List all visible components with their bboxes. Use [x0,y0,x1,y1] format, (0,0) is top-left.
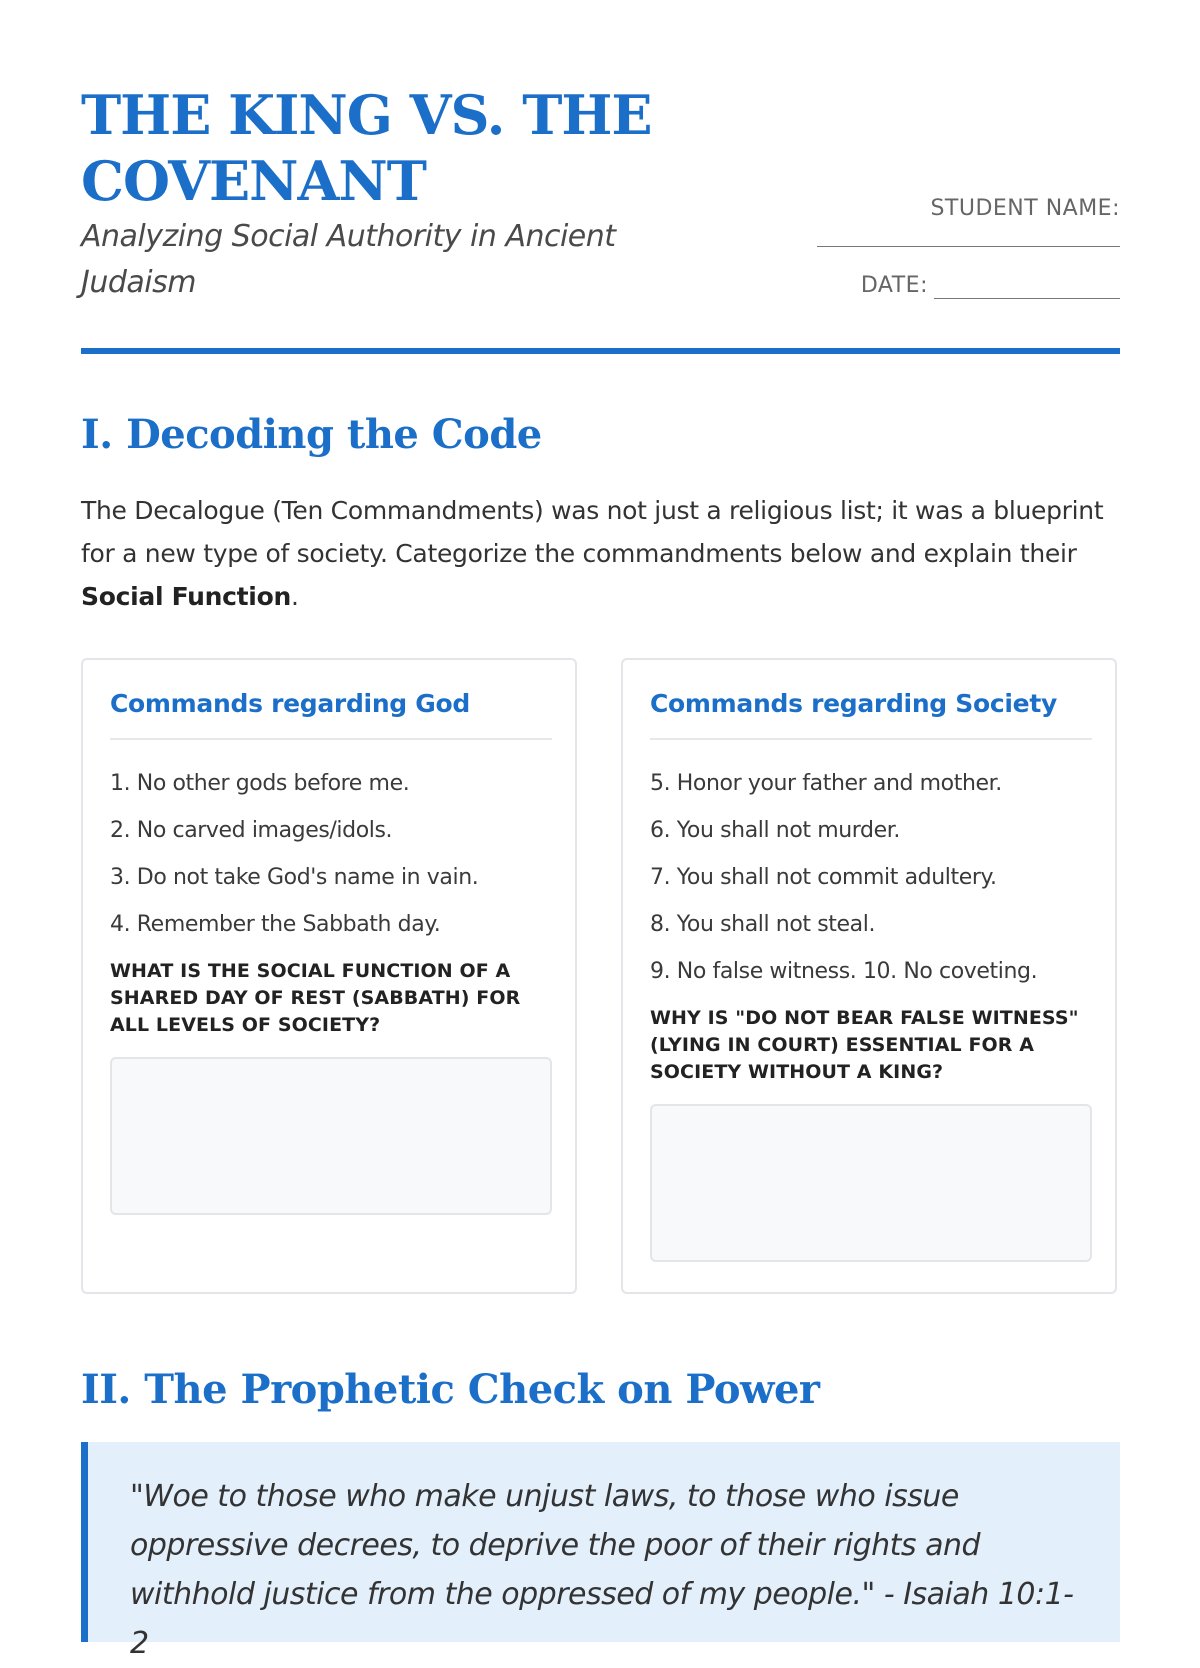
card-title: Commands regarding God [110,684,552,740]
list-item: 4. Remember the Sabbath day. [110,912,441,937]
list-item: 6. You shall not murder. [650,818,900,843]
date-field[interactable] [934,298,1120,299]
card-title: Commands regarding Society [650,684,1092,740]
commandment-list [110,760,552,948]
list-item: 2. No carved images/idols. [110,818,393,843]
answer-box-false-witness[interactable] [650,1104,1092,1262]
student-name-label: STUDENT NAME: [930,196,1120,221]
list-item: 7. You shall not commit adultery. [650,865,997,890]
list-item: 9. No false witness. 10. No coveting. [650,959,1038,984]
list-item: 1. No other gods before me. [110,771,410,796]
section-1-intro [81,489,1120,618]
date-label: DATE: [860,273,928,298]
page-subtitle: Analyzing Social Authority in Ancient Judaism [81,219,616,300]
list-item: 8. You shall not steal. [650,912,876,937]
intro-end: . [290,582,299,611]
list-item: 5. Honor your father and mother. [650,771,1002,796]
card-society-commands [621,658,1117,1294]
section-2-heading: II. The Prophetic Check on Power [81,1366,820,1413]
question-false-witness: WHY IS "DO NOT BEAR FALSE WITNESS" (LYING IN COURT) ESSENTIAL FOR A SOCIETY WITHOUT A KING? [650,1007,1079,1083]
quote-text: "Woe to those who make unjust laws, to those who issue oppressive decrees, to deprive the poor of their rights and withhold justice from the oppressed of my people." - Isaiah 10:1-2 [130,1479,1074,1661]
card-god-commands [81,658,577,1294]
worksheet-page [81,0,1120,1661]
section-1-heading: I. Decoding the Code [81,411,542,458]
date-row [810,271,1120,301]
worksheet-header [81,0,1120,354]
commandment-list [650,760,1092,995]
question-sabbath: WHAT IS THE SOCIAL FUNCTION OF A SHARED DAY OF REST (SABBATH) FOR ALL LEVELS OF SOCIETY? [110,960,521,1036]
student-name-field[interactable] [817,246,1120,247]
list-item: 3. Do not take God's name in vain. [110,865,479,890]
intro-bold-term: Social Function [81,582,291,611]
prophetic-quote [81,1442,1120,1661]
page-title: THE KING VS. THE COVENANT [81,83,652,213]
student-info [810,194,1120,301]
header-divider [81,348,1120,354]
answer-box-sabbath[interactable] [110,1057,552,1215]
intro-text: The Decalogue (Ten Commandments) was not just a religious list; it was a blueprint for a new type of society. Categorize the commandments below and explain their [81,496,1104,568]
